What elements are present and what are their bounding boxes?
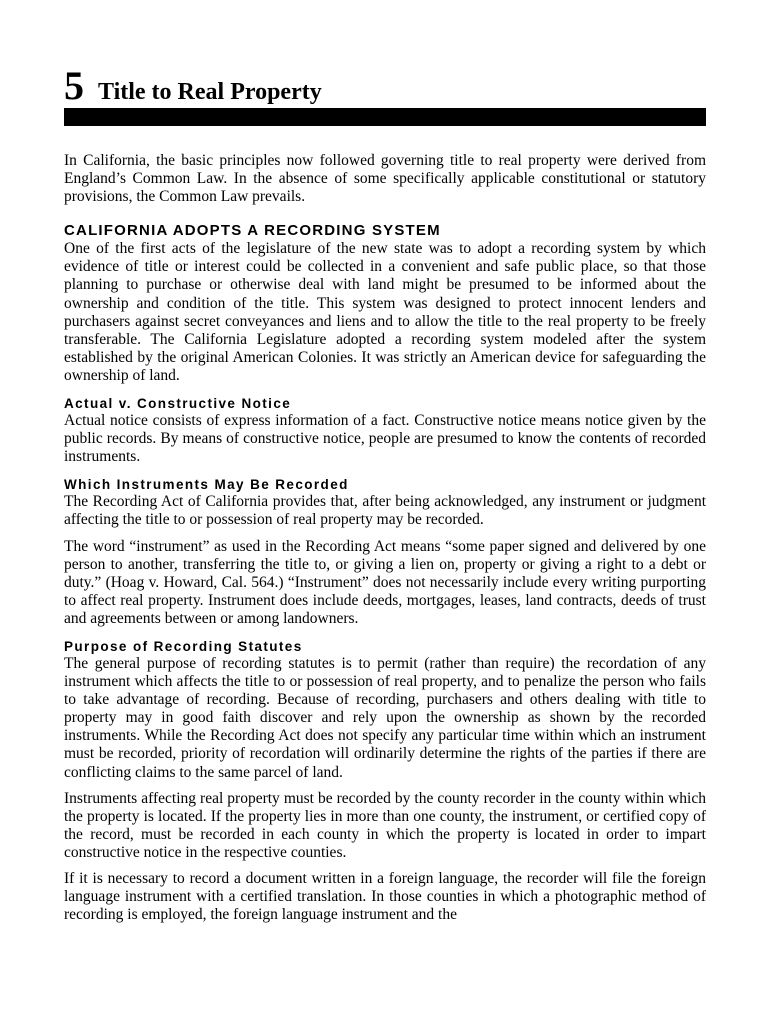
body-paragraph: Actual notice consists of express information of a fact. Constructive notice means notice given by the public records. By means of constructive notice, people are presumed to know the contents of recorded instruments. [64,412,706,466]
chapter-title: Title to Real Property [98,79,322,105]
intro-paragraph: In California, the basic principles now followed governing title to real property were derived from England’s Common Law. In the absence of some specifically applicable constitutional or statutory provisions, the Common Law prevails. [64,152,706,206]
chapter-number: 5 [64,63,84,108]
body-paragraph: One of the first acts of the legislature of the new state was to adopt a recording system by which evidence of title or interest could be collected in a convenient and safe public place, so that those planning to purchase or otherwise deal with land might be presumed to be informed about the ownership and condition of the title. This system was designed to protect innocent lenders and purchasers against secret conveyances and liens and to allow the title to the real property to be freely transferable. The California Legislature adopted a recording system modeled after the system established by the original American Colonies. It was strictly an American device for safeguarding the ownership of land. [64,240,706,384]
body-paragraph: The general purpose of recording statutes is to permit (rather than require) the recordation of any instrument which affects the title to or possession of real property, and to penalize the person who fails to take advantage of recording. Because of recording, purchasers and others dealing with title to property may in good faith discover and rely upon the ownership as shown by the recorded instruments. While the Recording Act does not specify any particular time within which an instrument must be recorded, priority of recordation will ordinarily determine the rights of the parties if there are conflicting claims to the same parcel of land. [64,654,706,781]
subsection-heading-notice: Actual v. Constructive Notice [64,396,292,412]
body-paragraph: Instruments affecting real property must be recorded by the county recorder in the county within which the property is located. If the property lies in more than one county, the instrument, or certified copy of the record, must be recorded in each county in which the property is located in order to impart constructive notice in the respective counties. [64,789,706,861]
document-page [64,63,706,932]
section-heading-recording-system: CALIFORNIA ADOPTS A RECORDING SYSTEM [64,222,441,240]
body-paragraph: The word “instrument” as used in the Recording Act means “some paper signed and delivered by one person to another, transferring the title to, or giving a lien on, property or giving a right to a debt or duty.” (Hoag v. Howard, Cal. 564.) “Instrument” does not necessarily include every writing purporting to affect real property. Instrument does include deeds, mortgages, leases, land contracts, deeds of trust and agreements between or among landowners. [64,537,706,627]
body-paragraph: The Recording Act of California provides that, after being acknowledged, any instrument or judgment affecting the title to or possession of real property may be recorded. [64,493,706,529]
subsection-heading-purpose: Purpose of Recording Statutes [64,638,303,654]
subsection-heading-instruments: Which Instruments May Be Recorded [64,477,349,493]
chapter-heading [64,63,706,108]
chapter-divider-bar [64,108,706,126]
body-paragraph: If it is necessary to record a document written in a foreign language, the recorder will file the foreign language instrument with a certified translation. In those counties in which a photographic method of recording is employed, the foreign language instrument and the [64,870,706,924]
